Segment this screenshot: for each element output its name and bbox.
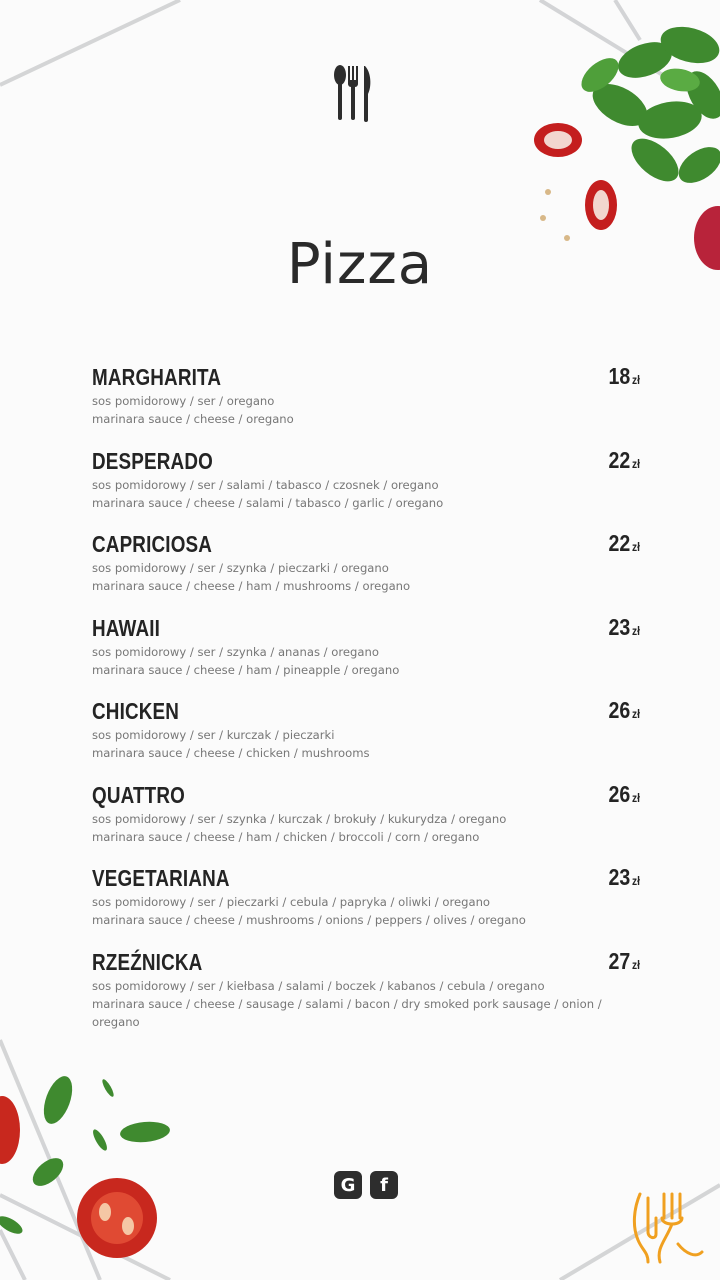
restaurant-logo-icon (626, 1188, 706, 1268)
item-description-en: marinara sauce / cheese / oregano (92, 412, 294, 426)
google-icon[interactable]: G (334, 1171, 362, 1199)
menu-item-vegetariana[interactable] (92, 863, 640, 947)
item-name: CHICKEN (92, 698, 180, 724)
menu-item-rzeznicka[interactable] (92, 947, 640, 1037)
item-name: MARGHARITA (92, 364, 222, 390)
item-description-pl: sos pomidorowy / ser / kiełbasa / salami / boczek / kabanos / cebula / oregano (92, 978, 545, 993)
item-price: 22 zł (608, 446, 640, 473)
item-name: VEGETARIANA (92, 865, 230, 891)
facebook-icon[interactable]: f (370, 1171, 398, 1199)
item-description-pl: sos pomidorowy / ser / szynka / ananas / oregano (92, 644, 379, 659)
item-name: HAWAII (92, 614, 161, 641)
menu-item-margharita[interactable] (92, 362, 640, 446)
item-description-pl: sos pomidorowy / ser / szynka / pieczarki / oregano (92, 561, 389, 575)
item-description-en: marinara sauce / cheese / ham / pineapple / oregano (92, 662, 400, 677)
item-price: 23 zł (608, 613, 640, 640)
social-links (334, 1171, 398, 1199)
menu-item-capriciosa[interactable] (92, 529, 640, 613)
item-name: RZEŹNICKA (92, 948, 203, 975)
pizza-menu-list (92, 362, 640, 1037)
item-description-pl: sos pomidorowy / ser / oregano (92, 394, 275, 408)
item-description-pl: sos pomidorowy / ser / szynka / kurczak / brokuły / kukurydza / oregano (92, 811, 507, 826)
chili-slices (534, 123, 617, 241)
menu-item-quattro[interactable] (92, 780, 640, 864)
page-title: Pizza (286, 232, 434, 297)
item-description-en: marinara sauce / cheese / ham / chicken / broccoli / corn / oregano (92, 829, 480, 844)
item-price: 18 zł (608, 363, 640, 389)
item-price: 27 zł (608, 947, 640, 974)
item-price: 26 zł (608, 697, 640, 723)
item-description-en: marinara sauce / cheese / salami / tabasco / garlic / oregano (92, 495, 444, 510)
menu-item-desperado[interactable] (92, 446, 640, 530)
item-description-en: marinara sauce / cheese / ham / mushrooms / oregano (92, 579, 411, 593)
item-name: QUATTRO (92, 781, 185, 808)
item-description-pl: sos pomidorowy / ser / kurczak / pieczarki (92, 728, 335, 742)
item-description-pl: sos pomidorowy / ser / pieczarki / cebula / papryka / oliwki / oregano (92, 895, 491, 909)
menu-item-hawaii[interactable] (92, 613, 640, 697)
tomatoes-bottom (0, 1096, 157, 1258)
item-description-en: marinara sauce / cheese / chicken / mushrooms (92, 746, 370, 760)
basil-leaves-top (575, 21, 720, 190)
cutlery-icon (333, 64, 375, 122)
item-price: 26 zł (608, 780, 640, 807)
item-description-en: marinara sauce / cheese / mushrooms / onions / peppers / olives / oregano (92, 913, 526, 927)
menu-item-chicken[interactable] (92, 696, 640, 780)
item-price: 23 zł (608, 864, 640, 890)
item-description-pl: sos pomidorowy / ser / salami / tabasco / czosnek / oregano (92, 477, 439, 492)
item-price: 22 zł (608, 530, 640, 556)
item-name: CAPRICIOSA (92, 531, 213, 557)
item-name: DESPERADO (92, 447, 213, 474)
basil-leaves-bottom (0, 1072, 171, 1237)
item-description-en: marinara sauce / cheese / sausage / salami / bacon / dry smoked pork sausage / onion / oregano (92, 996, 602, 1029)
